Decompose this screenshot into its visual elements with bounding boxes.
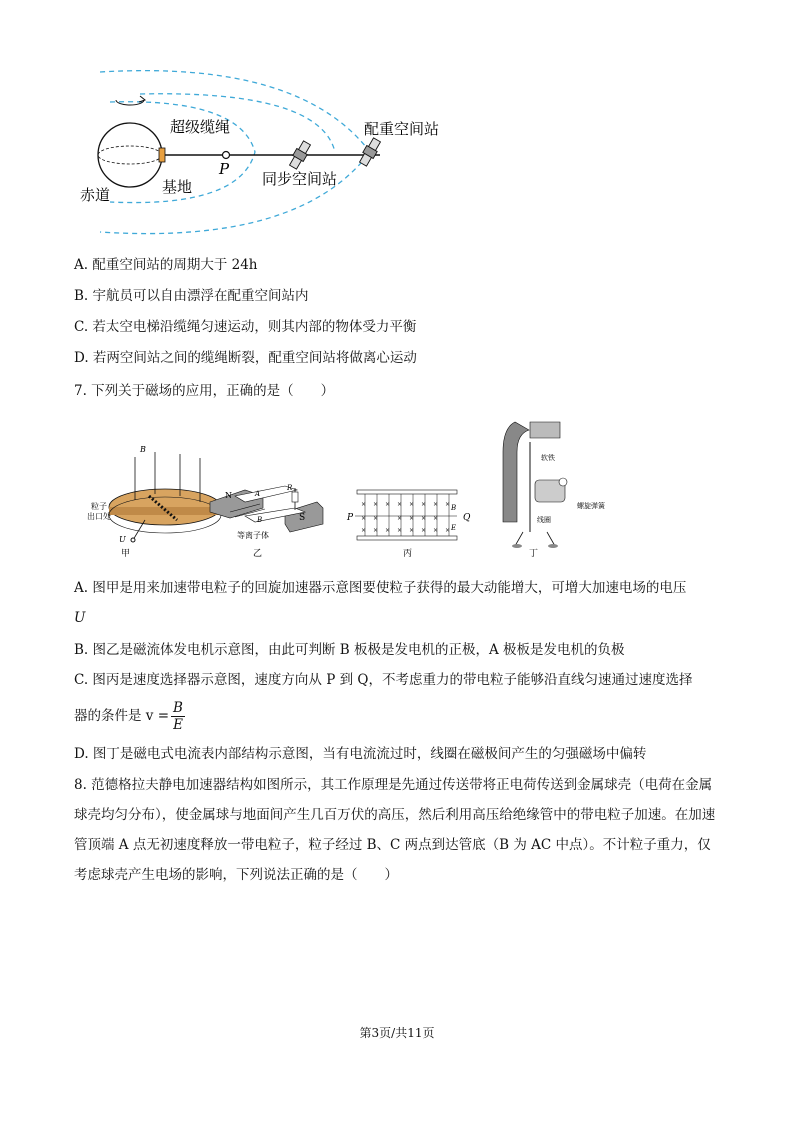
svg-text:×: ×	[397, 501, 403, 508]
jia-particle-label: 粒子	[91, 502, 107, 511]
svg-text:×: ×	[409, 515, 415, 522]
caption-ding: 丁	[529, 549, 539, 559]
ding-spring-label: 螺旋弹簧	[577, 502, 605, 510]
label-base: 基地	[162, 178, 193, 196]
galvanometer-diagram	[503, 422, 605, 559]
q6-option-b: B. 宇航员可以自由漂浮在配重空间站内	[74, 288, 309, 304]
svg-text:×: ×	[421, 515, 427, 522]
ding-soft-iron-label: 软铁	[541, 454, 555, 462]
jia-b-label: B	[140, 445, 146, 454]
yi-n-label: N	[225, 491, 232, 500]
svg-text:×: ×	[385, 501, 391, 508]
label-equator: 赤道	[80, 186, 111, 204]
svg-text:×: ×	[409, 501, 415, 508]
q7-option-b: B. 图乙是磁流体发电机示意图，由此可判断 B 板极是发电机的正极，A 极板是发电机的负极	[74, 642, 625, 658]
svg-text:×: ×	[361, 501, 367, 508]
base-block	[159, 148, 165, 162]
q7-option-c-line1: C. 图丙是速度选择器示意图，速度方向从 P 到 Q，不考虑重力的带电粒子能够沿直线匀速通过速度选择	[74, 672, 693, 688]
yi-s-label: S	[299, 513, 306, 523]
svg-text:×: ×	[397, 515, 403, 522]
q7-option-d: D. 图丁是磁电式电流表内部结构示意图，当有电流流过时，线圈在磁极间产生的匀强磁场中偏转	[74, 746, 647, 762]
fraction-b-over-e	[171, 700, 185, 733]
svg-text:×: ×	[433, 527, 439, 534]
page-footer: 第3页/共11页	[359, 1026, 435, 1040]
caption-jia: 甲	[121, 549, 131, 559]
bing-p-label: P	[347, 513, 354, 523]
svg-text:×: ×	[445, 527, 451, 534]
svg-text:×: ×	[361, 515, 367, 522]
q6-option-c: C. 若太空电梯沿缆绳匀速运动，则其内部的物体受力平衡	[74, 319, 417, 335]
bing-e-label: E	[451, 524, 457, 532]
svg-text:×: ×	[421, 527, 427, 534]
q7-option-a-line1: A. 图甲是用来加速带电粒子的回旋加速器示意图要使粒子获得的最大动能增大，可增大加速电场的电压	[74, 580, 687, 596]
svg-text:×: ×	[421, 501, 427, 508]
bing-b-label: B	[451, 504, 457, 512]
q6-option-d: D. 若两空间站之间的缆绳断裂，配重空间站将做离心运动	[74, 350, 417, 366]
fraction-numerator: B	[173, 699, 183, 716]
svg-text:×: ×	[373, 501, 379, 508]
svg-text:×: ×	[433, 515, 439, 522]
caption-bing: 丙	[403, 549, 413, 559]
q7-stem: 7. 下列关于磁场的应用，正确的是（ ）	[74, 383, 335, 399]
ding-coil-label: 线圈	[537, 516, 551, 524]
space-elevator-figure	[80, 60, 470, 255]
point-p	[223, 152, 230, 159]
svg-text:×: ×	[361, 527, 367, 534]
caption-yi: 乙	[253, 549, 263, 559]
jia-u-label: U	[119, 535, 126, 544]
jia-exit-label: 出口处	[87, 512, 111, 521]
yi-plasma-label: 等离子体	[237, 531, 269, 540]
cyclotron-diagram	[87, 445, 221, 559]
earth-globe	[98, 123, 162, 187]
q7-option-a-line2: U	[74, 610, 86, 626]
yi-b-label: B	[257, 516, 263, 524]
q8-text: 8. 范德格拉夫静电加速器结构如图所示，其工作原理是先通过传送带将正电荷传送到金属球壳（电荷在金属球壳均匀分布），使金属球与地面间产生几百万伏的高压，然后利用高压给绝缘管中的带电粒子加速。在加速管顶端 A 点无初速度释放一带电粒子，粒子经过 B、C 两点到达管底（B 为 AC 中点）。不计粒子重力，仅考虑球壳产生电场的影响，下列说法正确的是（ ）	[74, 777, 716, 883]
q7-option-c-text: 器的条件是 v =	[74, 708, 170, 724]
label-sync: 同步空间站	[262, 170, 338, 188]
label-counterweight: 配重空间站	[364, 120, 440, 138]
yi-r-label: R	[287, 484, 293, 492]
svg-text:×: ×	[445, 501, 451, 508]
svg-text:×: ×	[373, 515, 379, 522]
velocity-selector-diagram	[346, 490, 471, 559]
label-p: P	[219, 160, 230, 178]
yi-a-label: A	[255, 490, 261, 498]
svg-text:×: ×	[397, 527, 403, 534]
svg-text:×: ×	[373, 527, 379, 534]
q7-option-c-line2	[74, 698, 185, 734]
label-cable: 超级缆绳	[170, 118, 231, 136]
svg-text:×: ×	[433, 501, 439, 508]
q6-option-a: A. 配重空间站的周期大于 24h	[74, 257, 258, 273]
bing-q-label: Q	[463, 513, 471, 523]
magnetic-applications-figure	[85, 412, 605, 572]
svg-text:×: ×	[409, 527, 415, 534]
mhd-generator-diagram	[210, 484, 323, 559]
svg-text:×: ×	[385, 527, 391, 534]
fraction-denominator: E	[173, 716, 183, 733]
